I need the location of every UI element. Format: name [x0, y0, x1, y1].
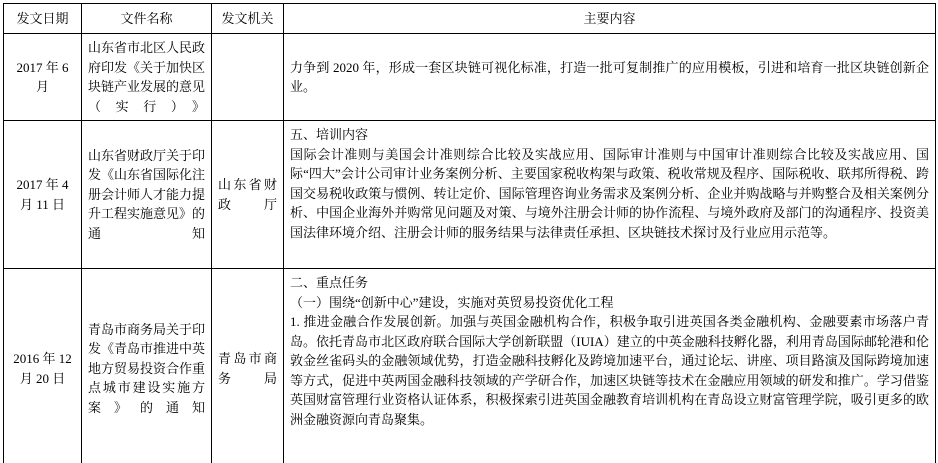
- column-header-name: 文件名称: [82, 4, 212, 34]
- content-paragraph: 二、重点任务: [290, 275, 369, 290]
- cell-issuing-org: 青岛市商务局: [212, 269, 284, 463]
- table-row: [4, 269, 936, 463]
- table-header-row: [4, 4, 936, 34]
- table-row: [4, 121, 936, 269]
- content-paragraph: 五、培训内容: [290, 127, 369, 142]
- content-paragraph: （一）围绕“创新中心”建设，实施对英贸易投资优化工程: [290, 294, 614, 310]
- column-header-org: 发文机关: [212, 4, 284, 34]
- policy-table: [3, 3, 936, 463]
- table-header: [4, 4, 936, 34]
- cell-document-name: 山东省财政厅关于印发《山东省国际化注册会计师人才能力提升工程实施意见》的通知: [82, 121, 212, 269]
- table-row: [4, 34, 936, 121]
- cell-date: 2017 年 6 月: [4, 34, 82, 121]
- table-body: [4, 34, 936, 463]
- column-header-content: 主要内容: [284, 4, 936, 34]
- cell-main-content: [284, 34, 936, 121]
- content-paragraph: 1. 推进金融合作发展创新。加强与英国金融机构合作，积极争取引进英国各类金融机构、金融要素市场落户青岛。依托青岛市北区政府联合国际大学创新联盟（IUIA）建立的中英金融科技孵化器，利用青岛国际邮轮港和伦敦金丝雀码头的金融领域优势，打造金融科技孵化及跨境加速平台，通过论坛、讲座、项目路演及国际跨境加速等方式，促进中英两国金融科技领域的产学研合作，加速区块链等技术在金融应用领域的研发和推广。学习借鉴英国财富管理行业资格认证体系，积极探索引进英国金融教育培训机构在青岛设立财富管理学院，吸引更多的欧洲金融资源向青岛聚集。: [290, 314, 929, 427]
- content-paragraph: 力争到 2020 年，形成一套区块链可视化标准，打造一批可复制推广的应用模板，引进和培育一批区块链创新企业。: [290, 59, 929, 94]
- cell-issuing-org: [212, 34, 284, 121]
- cell-main-content: [284, 269, 936, 463]
- cell-main-content: [284, 121, 936, 269]
- cell-date: 2016 年 12 月 20 日: [4, 269, 82, 463]
- cell-document-name: 青岛市商务局关于印发《青岛市推进中英地方贸易投资合作重点城市建设实施方案》的通知: [82, 269, 212, 463]
- cell-date: 2017 年 4 月 11 日: [4, 121, 82, 269]
- cell-document-name: 山东省市北区人民政府印发《关于加快区块链产业发展的意见（实行）》: [82, 34, 212, 121]
- content-paragraph: 国际会计准则与美国会计准则综合比较及实战应用、国际审计准则与中国审计准则综合比较及实战应用、国际“四大”会计公司审计业务案例分析、主要国家税收构架与政策、税收常规及程序、国际税收、联邦所得税、跨国交易税收政策与惯例、转让定价、国际管理咨询业务需求及案例分析、企业并购战略与并购整合及相关案例分析、中国企业海外并购常见问题及对策、与境外注册会计师的协作流程、与境外政府及部门的沟通程序、投资美国法律环境介绍、注册会计师的服务结果与法律责任承担、区块链技术探讨及行业应用示范等。: [290, 146, 929, 240]
- column-header-date: 发文日期: [4, 4, 82, 34]
- cell-issuing-org: 山东省财政厅: [212, 121, 284, 269]
